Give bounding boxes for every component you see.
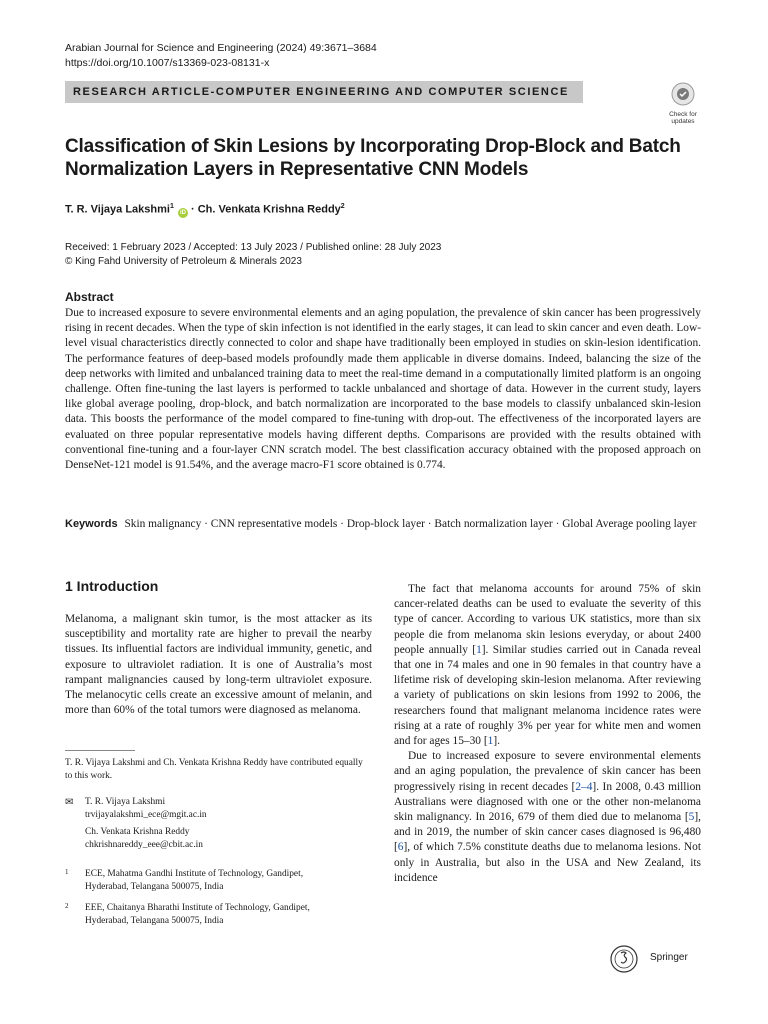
equal-contribution-footnote: T. R. Vijaya Lakshmi and Ch. Venkata Krishna Reddy have contributed equally to this work. — [65, 758, 363, 781]
affiliation-marker: 1 — [169, 203, 174, 210]
author-name[interactable]: T. R. Vijaya Lakshmi — [65, 203, 170, 216]
orcid-icon[interactable]: iD — [179, 209, 186, 216]
section-heading: 1 Introduction — [65, 578, 159, 594]
copyright: © King Fahd University of Petroleum & Minerals 2023 — [65, 256, 302, 267]
citation-link[interactable]: 6 — [397, 841, 404, 854]
affiliation-number: 2 — [65, 902, 69, 910]
text-run: ]. — [493, 735, 500, 748]
check-updates-icon — [671, 82, 695, 106]
affiliation-line: ECE, Mahatma Gandhi Institute of Technology, Gandipet, — [85, 869, 304, 879]
springer-emblem-icon — [606, 944, 642, 974]
text-run: ], of which 7.5% constitute deaths due to melanoma lesions. Not only in Australia, but also in the USA and New Zealand, its incidence — [394, 841, 701, 884]
journal-citation: Arabian Journal for Science and Engineering (2024) 49:3671–3684 — [65, 42, 377, 54]
journal-header — [65, 41, 377, 71]
keywords-text: Skin malignancy · CNN representative models · Drop-block layer · Batch normalization layer · Global Average pooling layer — [124, 518, 697, 530]
author-name[interactable]: Ch. Venkata Krishna Reddy — [197, 203, 341, 216]
keywords — [65, 516, 701, 532]
intro-paragraph — [394, 749, 701, 886]
intro-right-column — [394, 582, 701, 886]
affiliation-marker: 2 — [340, 203, 345, 210]
text-run: ]. Similar studies carried out in Canada reveal that one in 74 males and one in 90 females in that country have a lifetime risk of developing skin-lesion melanoma. After reviewing a variety of publications on skin lesions from 1992 to 2006, the researchers found that malignant melanoma incidence rates were rising at a rate of roughly 3% per year for white men and women and for ages 15–30 [ — [394, 643, 701, 748]
affiliation-line: EEE, Chaitanya Bharathi Institute of Technology, Gandipet, — [85, 903, 310, 913]
abstract-heading: Abstract — [65, 290, 114, 304]
footnote-divider — [65, 750, 135, 751]
abstract-text: Due to increased exposure to severe environmental elements and an aging population, the prevalence of skin cancer has been progressively rising in recent decades. When the type of skin infection is not identified in the early stages, it can lead to skin cancer and even death. Low-level visual characteristics directly connected to color and shape have traditionally been employed in studies on skin-lesion identification. The performance features of deep-based models profoundly made them applicable in diverse domains. Indeed, balancing the size of the deep networks with limited and unbalanced training data to meet the real-time demand in a computationally limited platform is an ongoing challenge. Often fine-tuning the last layers is performed to tackle unbalanced and shortage of data. However in the current study, layers like global average pooling, drop-block, and batch normalization are incorporated to the base models to classify unbalanced skin-lesion data. This boosts the performance of the model compared to fine-tuning with drop-out. The effectiveness of the incorporated layers are evaluated on three popular representative models having different depths. Comparisons are provided with the results obtained with conventional fine-tuning and a four-layer CNN scratch model. The best classification accuracy obtained with the proposed approach on DenseNet-121 model is 91.54%, and the average macro-F1 score obtained is 0.774. — [65, 307, 701, 472]
citation-link[interactable]: 1 — [487, 735, 494, 748]
contact-email[interactable]: chkrishnareddy_eee@cbit.ac.in — [85, 839, 203, 850]
check-updates-line1: Check for — [669, 111, 697, 118]
article-category-bar: RESEARCH ARTICLE-COMPUTER ENGINEERING AND COMPUTER SCIENCE — [65, 81, 583, 103]
author-separator: · — [191, 203, 198, 216]
affiliation-number: 1 — [65, 868, 69, 876]
check-updates-line2: updates — [671, 118, 695, 125]
contact-name: T. R. Vijaya Lakshmi — [85, 797, 166, 807]
check-for-updates-badge[interactable] — [662, 82, 704, 126]
citation-link[interactable]: 1 — [476, 643, 482, 656]
envelope-icon: ✉ — [65, 797, 74, 808]
intro-left-paragraph: Melanoma, a malignant skin tumor, is the most attacker as its susceptibility and mortality rate are higher to prevail the nearby tissues. Its influential factors are individual immunity, genetic, and exposure to ultraviolet radiation. It is one of Australia’s most rampant malignancies caused by long-term ultraviolet exposure. The melanocytic cells create an excessive amount of melanin, and more than 60% of the total tumors were diagnosed as melanoma. — [65, 613, 372, 717]
keywords-label: Keywords — [65, 518, 118, 530]
article-title: Classification of Skin Lesions by Incorporating Drop-Block and Batch Normalization Layers in Representative CNN Models — [65, 136, 681, 180]
text-run: The fact that melanoma accounts for around 75% of skin cancer-related deaths can be used to evaluate the severity of this type of cancer. According to various UK statistics, more than six people die from melanoma skin lesions everyday, or about 2400 people annually [ — [394, 583, 701, 656]
affiliation-2 — [65, 902, 372, 927]
intro-paragraph — [394, 582, 701, 749]
publisher-logo — [606, 944, 706, 974]
text-run: ]. In 2008, 0.43 million Australians were diagnosed with one or the other non-melanoma skin malignancy. In 2016, 679 of them died due to melanoma [ — [394, 780, 701, 824]
citation-link[interactable]: 2–4 — [575, 780, 593, 793]
text-run: Due to increased exposure to severe environmental elements and an aging population, the prevalence of skin cancer has been progressively rising in recent decades [ — [394, 750, 701, 793]
doi-link[interactable]: https://doi.org/10.1007/s13369-023-08131-x — [65, 57, 270, 69]
history-dates: Received: 1 February 2023 / Accepted: 13 July 2023 / Published online: 28 July 2023 — [65, 242, 442, 253]
text-run: ], and in 2019, the number of skin cancer cases diagnosed is 96,480 [ — [394, 811, 701, 854]
author-list — [65, 203, 345, 218]
publication-dates — [65, 241, 441, 269]
corresponding-authors — [65, 796, 372, 851]
affiliation-line: Hyderabad, Telangana 500075, India — [85, 915, 224, 926]
affiliation-1 — [65, 868, 372, 893]
contact-email[interactable]: trvijayalakshmi_ece@mgit.ac.in — [85, 809, 207, 820]
citation-link[interactable]: 5 — [688, 811, 695, 824]
publisher-name: Springer — [650, 952, 688, 963]
affiliation-line: Hyderabad, Telangana 500075, India — [85, 881, 224, 892]
contact-name: Ch. Venkata Krishna Reddy — [85, 827, 190, 837]
